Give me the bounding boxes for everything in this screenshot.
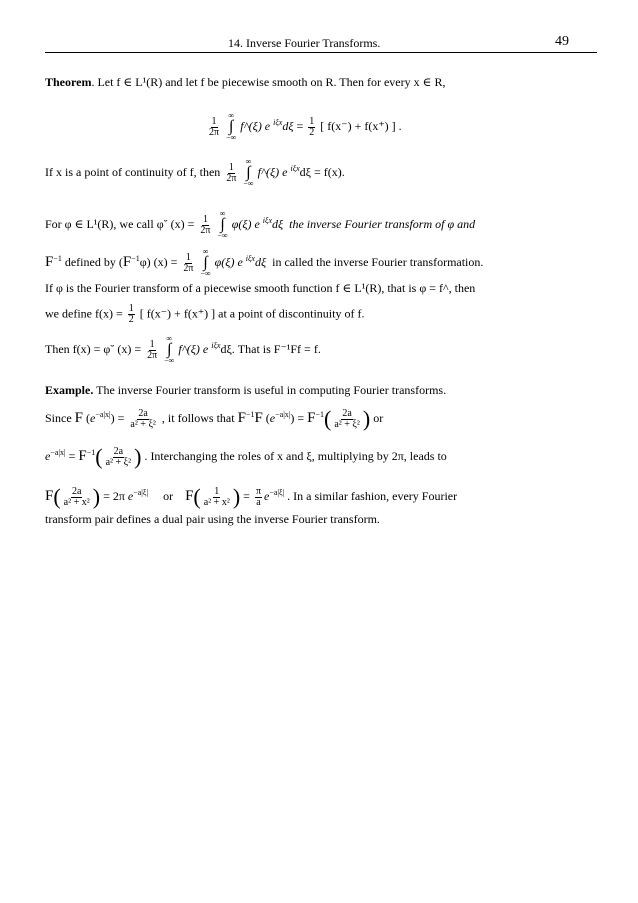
integral-sign: ∞ ∫ −∞ [217,209,228,241]
then-text: Then f(x) = φ˘ (x) = [45,341,142,356]
header-rule [45,52,597,53]
theorem-statement [45,76,446,88]
integral-sign: ∞ ∫ −∞ [226,111,237,143]
integral-sign: ∞ ∫ −∞ [200,247,211,279]
integral-sign: ∞ ∫ −∞ [164,334,175,366]
definition-transformation: $F^{-1}$ defined by $(F^{-1}\varphi) (x)$ = $\frac{1}{2\pi}$ ∞ ∫ −∞ φ(ξ) e $^{i\xi x}$dξ in called the inverse Fourier transformation. [45,247,484,279]
example-label: Example. [45,383,94,397]
def-for-end: the inverse Fourier transform of φ and [289,216,476,231]
example-since: Since F $(e^{-a|x|})$ = $\frac{2a}{\text{a² + ξ²}}$ , it follows that $F^{-1}F$ $(e^{-a|x|}) = F^{-1}$( $\frac{2a}{\text{a² + ξ²}}$ ) or [45,406,384,431]
continuity-text: If x is a point of continuity of f, then [45,164,221,179]
example-last-line: transform pair defines a dual pair using the inverse Fourier transform. [45,512,380,526]
theorem-rhs: [ f(x⁻) + f(x⁺) ] . [320,118,402,133]
theorem-label: Theorem [45,75,92,89]
running-header: 14. Inverse Fourier Transforms. [228,36,381,50]
define-text: we define f(x) = [45,306,123,321]
example-intro [45,384,446,396]
then-line: Then f(x) = φ˘ (x) = $\frac{1}{2\pi}$ ∞ ∫ −∞ f^(ξ) e $^{i\xi x}$dξ. That is F⁻¹Ff = f. [45,334,321,366]
theorem-text: . Let f ∈ L¹(R) and let f be piecewise smooth on R. Then for every x ∈ R, [91,75,446,89]
example-line1: The inverse Fourier transform is useful in computing Fourier transforms. [96,383,447,397]
define-end: [ f(x⁻) + f(x⁺) ] at a point of discontinuity of f. [139,306,365,321]
define-line: we define f(x) = $\frac{1}{2}$ [ f(x⁻) + f(x⁺) ] at a point of discontinuity of f. [45,303,365,325]
def-F-end: in called the inverse Fourier transformation. [272,254,484,269]
definition-inverse: For φ ∈ L¹(R), we call φ˘ (x) = $\frac{1}{2\pi}$ ∞ ∫ −∞ φ(ξ) e $^{i\xi x}$dξ the inverse Fourier transform of φ and [45,209,476,241]
def-F-text: defined by [64,254,116,269]
theorem-formula: $\frac{1}{2\pi}$ ∞ ∫ −∞ f^(ξ) e $^{i\xi x}$dξ = $\frac{1}{2}$ [ f(x⁻) + f(x⁺) ] . [209,111,402,143]
example-result: F( $\frac{2a}{\text{a² + x²}}$ ) = 2π $e^{-a|\xi|}$ or F( $\frac{1}{\text{a² + x²}}$ ) = $\frac{\pi}{a}$ $e^{-a|\xi|}$ . In a similar fashion, every Fourier [45,484,458,509]
then-end: dξ. That is F⁻¹Ff = f. [220,341,321,356]
integral-sign: ∞ ∫ −∞ [243,157,254,189]
continuity-result: dξ = f(x). [299,164,345,179]
page-number: 49 [555,34,569,49]
def-for-text: For φ ∈ L¹(R), we call φ˘ (x) = [45,216,195,231]
example-interchange: $e^{-a|x|} = F^{-1}$( $\frac{2a}{\text{a² + ξ²}}$ ) . Interchanging the roles of x and ξ, multiplying by 2π, leads to [45,444,447,469]
piecewise-line: If φ is the Fourier transform of a piecewise smooth function f ∈ L¹(R), that is φ = f^, then [45,281,476,295]
continuity-line: If x is a point of continuity of f, then $\frac{1}{2\pi}$ ∞ ∫ −∞ f^(ξ) e $^{i\xi x}$dξ = f(x). [45,157,345,189]
